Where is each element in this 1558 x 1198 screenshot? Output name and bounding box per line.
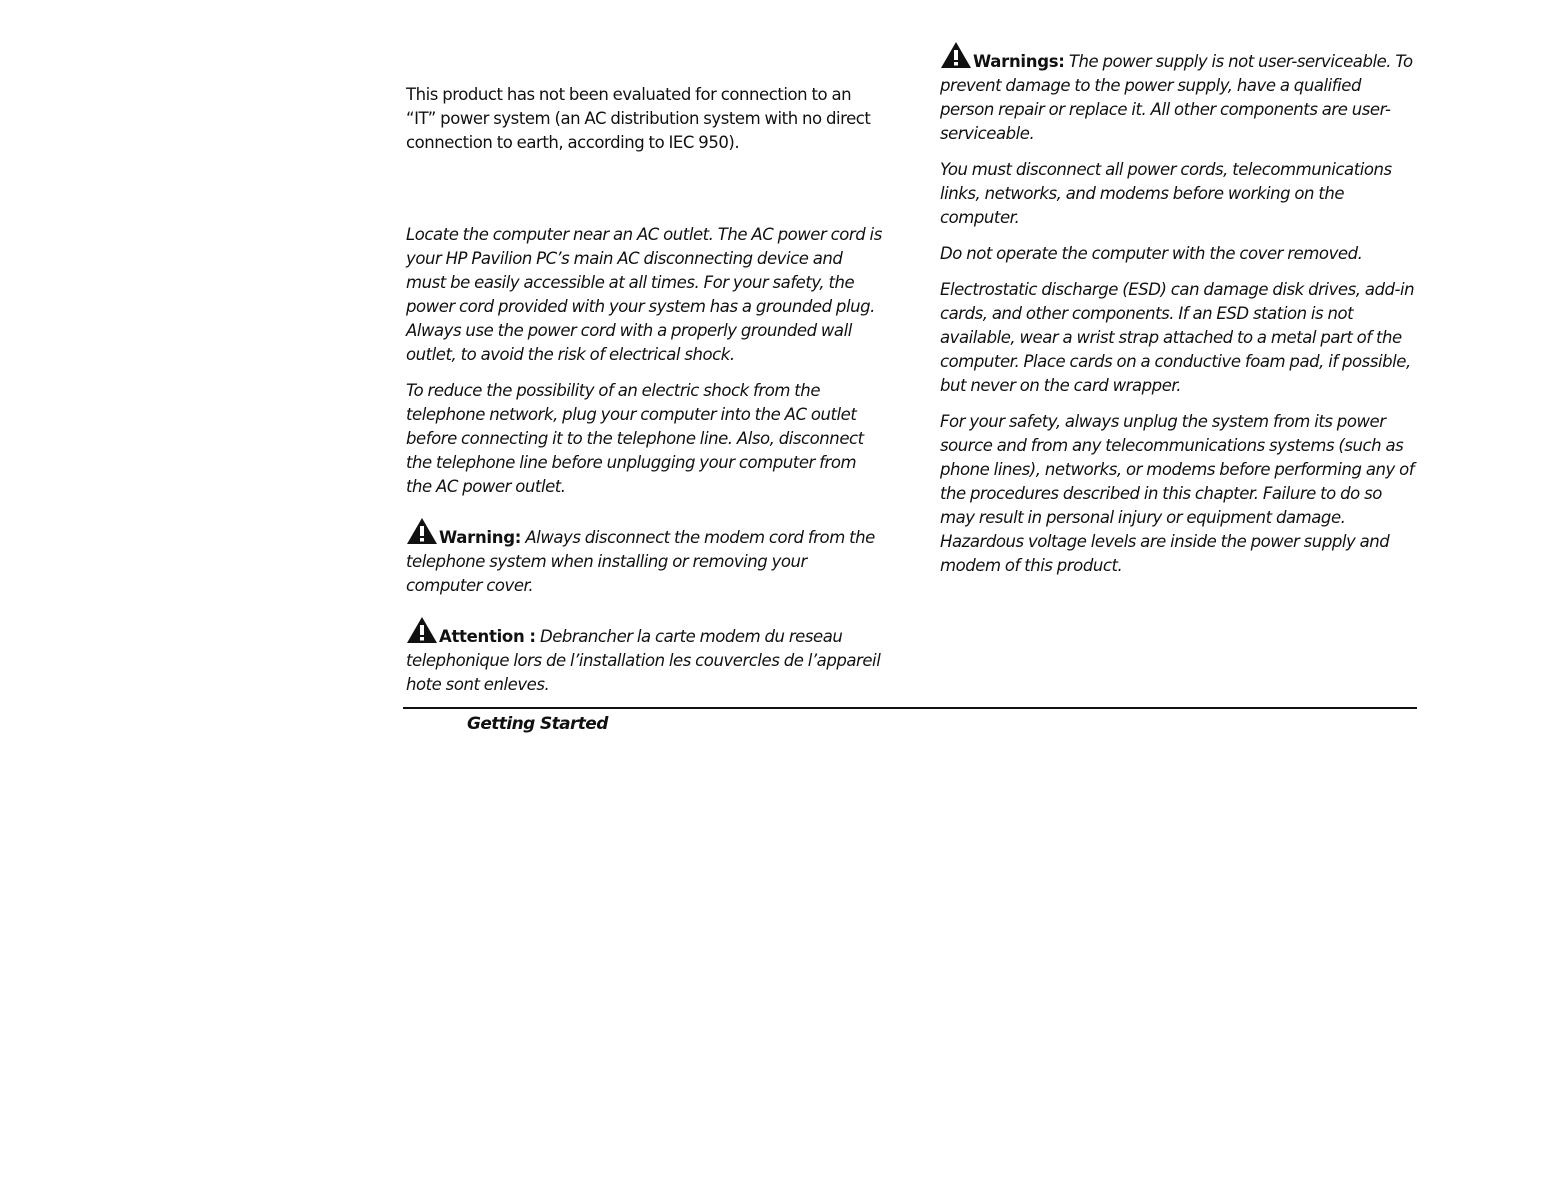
power-supply-warning-label: Warnings: xyxy=(973,52,1065,71)
safety-notice: For your safety, always unplug the system from its power source and from any telecommunications systems (such as phone lines), networks, or modems before performing any of the procedures described in this chapter. Failure to do so may result in personal injury or equipment damage. Hazardous voltage levels are inside the power supply and modem of this product. xyxy=(940,412,1415,575)
right-column xyxy=(940,41,1418,590)
modem-warning-label: Warning: xyxy=(439,528,522,547)
warning-triangle-icon xyxy=(406,517,438,545)
warning-triangle-icon xyxy=(406,616,438,644)
esd-notice: Electrostatic discharge (ESD) can damage disk drives, add-in cards, and other components. If an ESD station is not available, wear a wrist strap attached to a metal part of the computer. Place cards on a conductive foam pad, if possible, but never on the card wrapper. xyxy=(940,280,1415,395)
modem-warning-text: Always disconnect the modem cord from the telephone system when installing or removing your computer cover. xyxy=(406,528,875,595)
left-column xyxy=(406,83,884,709)
it-power-notice: This product has not been evaluated for connection to an “IT” power system (an AC distribution system with no direct connection to earth, according to IEC 950). xyxy=(406,85,871,152)
cover-notice: Do not operate the computer with the cover removed. xyxy=(940,244,1363,263)
modem-attention-text: Debrancher la carte modem du reseau telephonique lors de l’installation les couvercles de l’appareil hote sont enleves. xyxy=(406,627,881,694)
power-supply-warning xyxy=(940,41,1418,146)
footer-title: Getting Started xyxy=(467,714,608,734)
modem-attention-fr xyxy=(406,616,884,697)
ac-outlet-notice: Locate the computer near an AC outlet. The AC power cord is your HP Pavilion PC’s main AC disconnecting device and must be easily accessible at all times. For your safety, the power cord provided with your system has a grounded plug. Always use the power cord with a properly grounded wall outlet, to avoid the risk of electrical shock. xyxy=(406,225,882,364)
disconnect-notice: You must disconnect all power cords, telecommunications links, networks, and modems before working on the computer. xyxy=(940,160,1392,227)
telephone-notice: To reduce the possibility of an electric shock from the telephone network, plug your computer into the AC outlet before connecting it to the telephone line. Also, disconnect the telephone line before unplugging your computer from the AC power outlet. xyxy=(406,381,864,496)
modem-warning xyxy=(406,517,884,598)
power-supply-warning-text: The power supply is not user-serviceable. To prevent damage to the power supply, have a qualified person repair or replace it. All other components are user-serviceable. xyxy=(940,52,1413,143)
warning-triangle-icon xyxy=(940,41,972,69)
modem-attention-label: Attention : xyxy=(439,627,536,646)
footer-divider xyxy=(403,707,1417,709)
